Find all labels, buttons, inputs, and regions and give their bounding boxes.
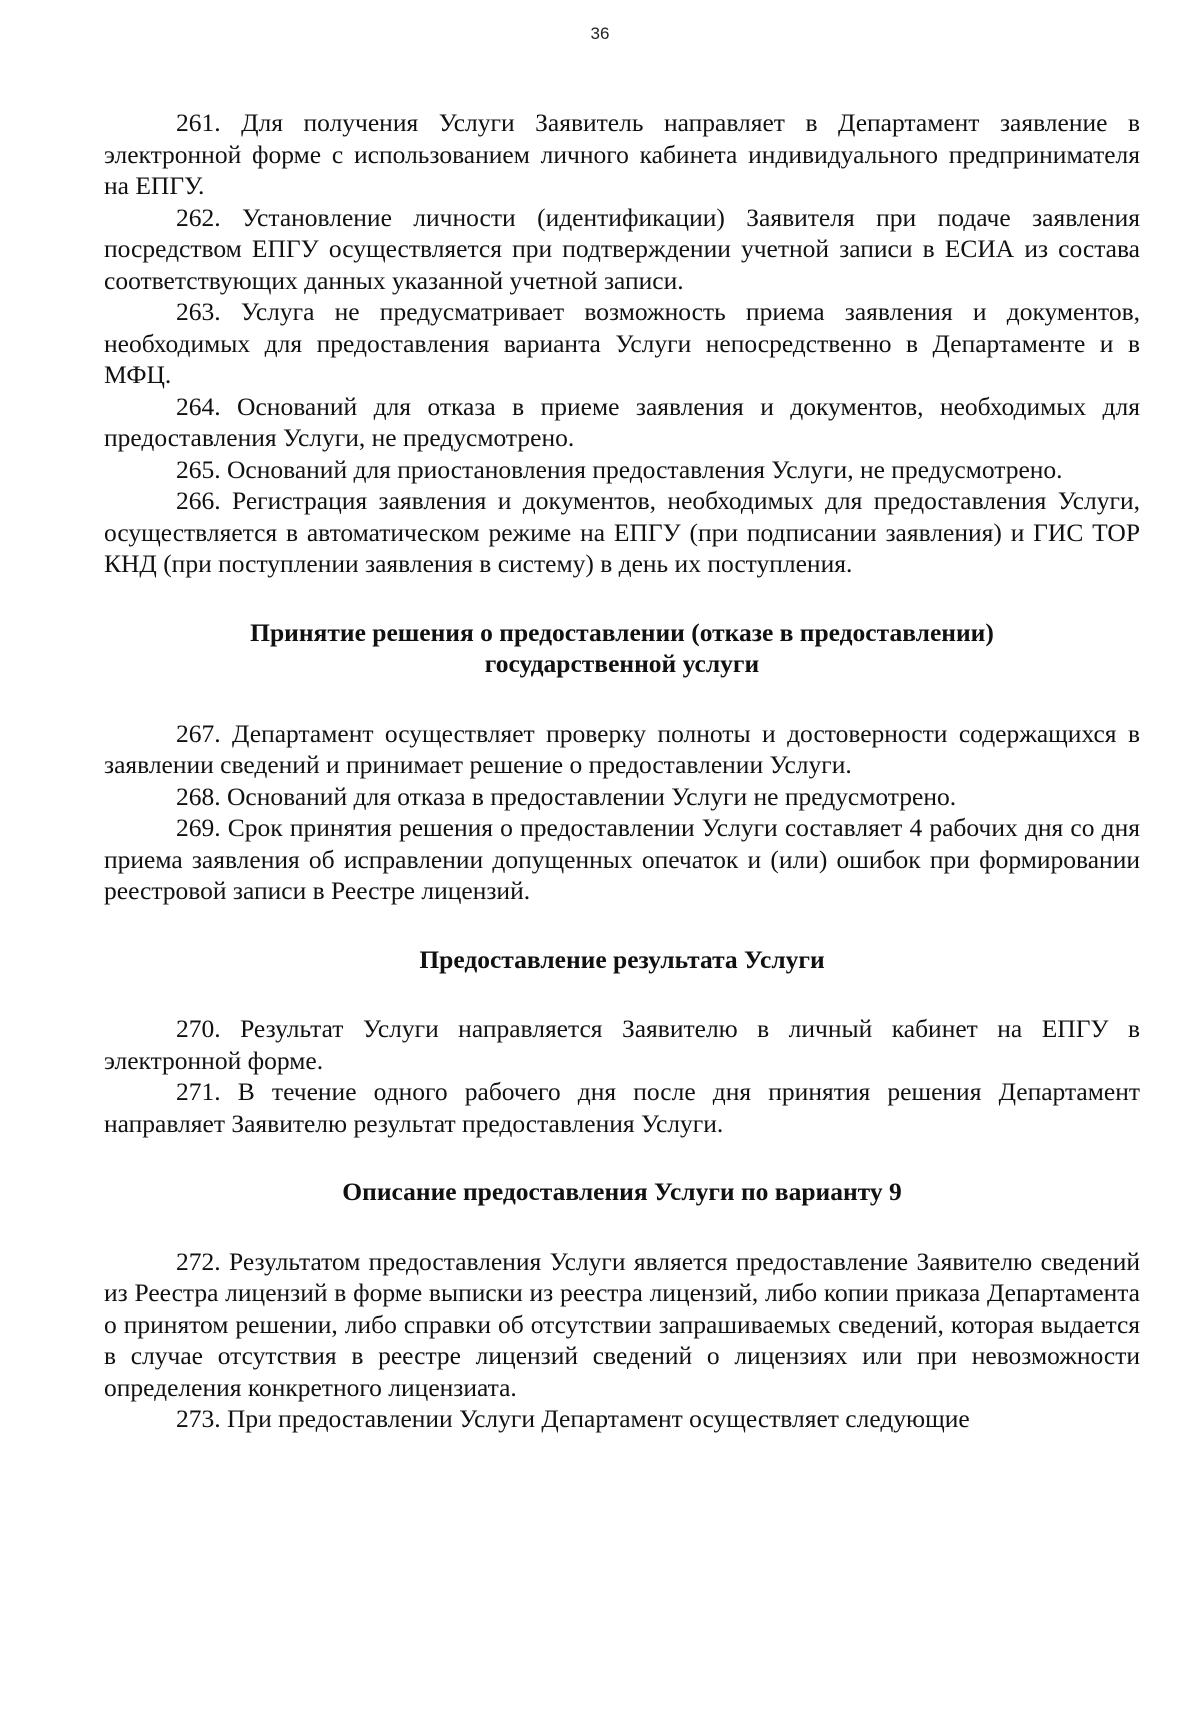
section-heading-result [104, 944, 1140, 976]
paragraph-271: 271. В течение одного рабочего дня после дня принятия решения Департамент направляет Заявителю результат предоставления Услуги. [104, 1077, 1140, 1138]
paragraph-266: 266. Регистрация заявления и документов, необходимых для предоставления Услуги, осуществляется в автоматическом режиме на ЕПГУ (при подписании заявления) и ГИС ТОР КНД (при поступлении заявления в систему) в день их поступления. [104, 486, 1140, 578]
paragraph-262: 262. Установление личности (идентификации) Заявителя при подаче заявления посредством ЕПГУ осуществляется при подтверждении учетной записи в ЕСИА из состава соответствующих данных указанной учетной записи. [104, 202, 1140, 295]
paragraph-267: 267. Департамент осуществляет проверку полноты и достоверности содержащихся в заявлении сведений и принимает решение о предоставлении Услуги. [104, 718, 1140, 779]
section-heading-decision [104, 617, 1140, 680]
paragraph-261: 261. Для получения Услуги Заявитель направляет в Департамент заявление в электронной форме с использованием личного кабинета индивидуального предпринимателя на ЕПГУ. [104, 108, 1140, 200]
paragraph-264: 264. Оснований для отказа в приеме заявления и документов, необходимых для предоставления Услуги, не предусмотрено. [104, 391, 1140, 452]
section-heading-decision-line-1: Принятие решения о предоставлении (отказе в предоставлении) [250, 617, 994, 647]
paragraph-263: 263. Услуга не предусматривает возможность приема заявления и документов, необходимых для предоставления варианта Услуги непосредственно в Департаменте и в МФЦ. [104, 297, 1140, 389]
section-heading-decision-line-2: государственной услуги [484, 649, 760, 678]
paragraph-272: 272. Результатом предоставления Услуги является предоставление Заявителю сведений из Реестра лицензий в форме выписки из реестра лицензий, либо копии приказа Департамента о принятом решении, либо справки об отсутствии запрашиваемых сведений, которая выдается в случае отсутствия в реестре лицензий сведений о лицензиях или при невозможности определения конкретного лицензиата. [104, 1246, 1140, 1402]
paragraph-269: 269. Срок принятия решения о предоставлении Услуги составляет 4 рабочих дня со дня приема заявления об исправлении допущенных опечаток и (или) ошибок при формировании реестровой записи в Реестре лицензий. [104, 813, 1140, 905]
document-body [104, 107, 1140, 1435]
paragraph-265: 265. Оснований для приостановления предоставления Услуги, не предусмотрено. [176, 454, 1063, 484]
section-heading-variant-9 [104, 1176, 1140, 1208]
paragraph-270: 270. Результат Услуги направляется Заявителю в личный кабинет на ЕПГУ в электронной форме. [104, 1014, 1140, 1075]
paragraph-268: 268. Оснований для отказа в предоставлении Услуги не предусмотрено. [176, 781, 957, 811]
page-number: 36 [590, 24, 610, 43]
section-heading-variant-9-line-1: Описание предоставления Услуги по варианту 9 [342, 1177, 902, 1206]
section-heading-result-line-1: Предоставление результата Услуги [419, 944, 825, 974]
paragraph-273: 273. При предоставлении Услуги Департамент осуществляет следующие [176, 1404, 970, 1433]
